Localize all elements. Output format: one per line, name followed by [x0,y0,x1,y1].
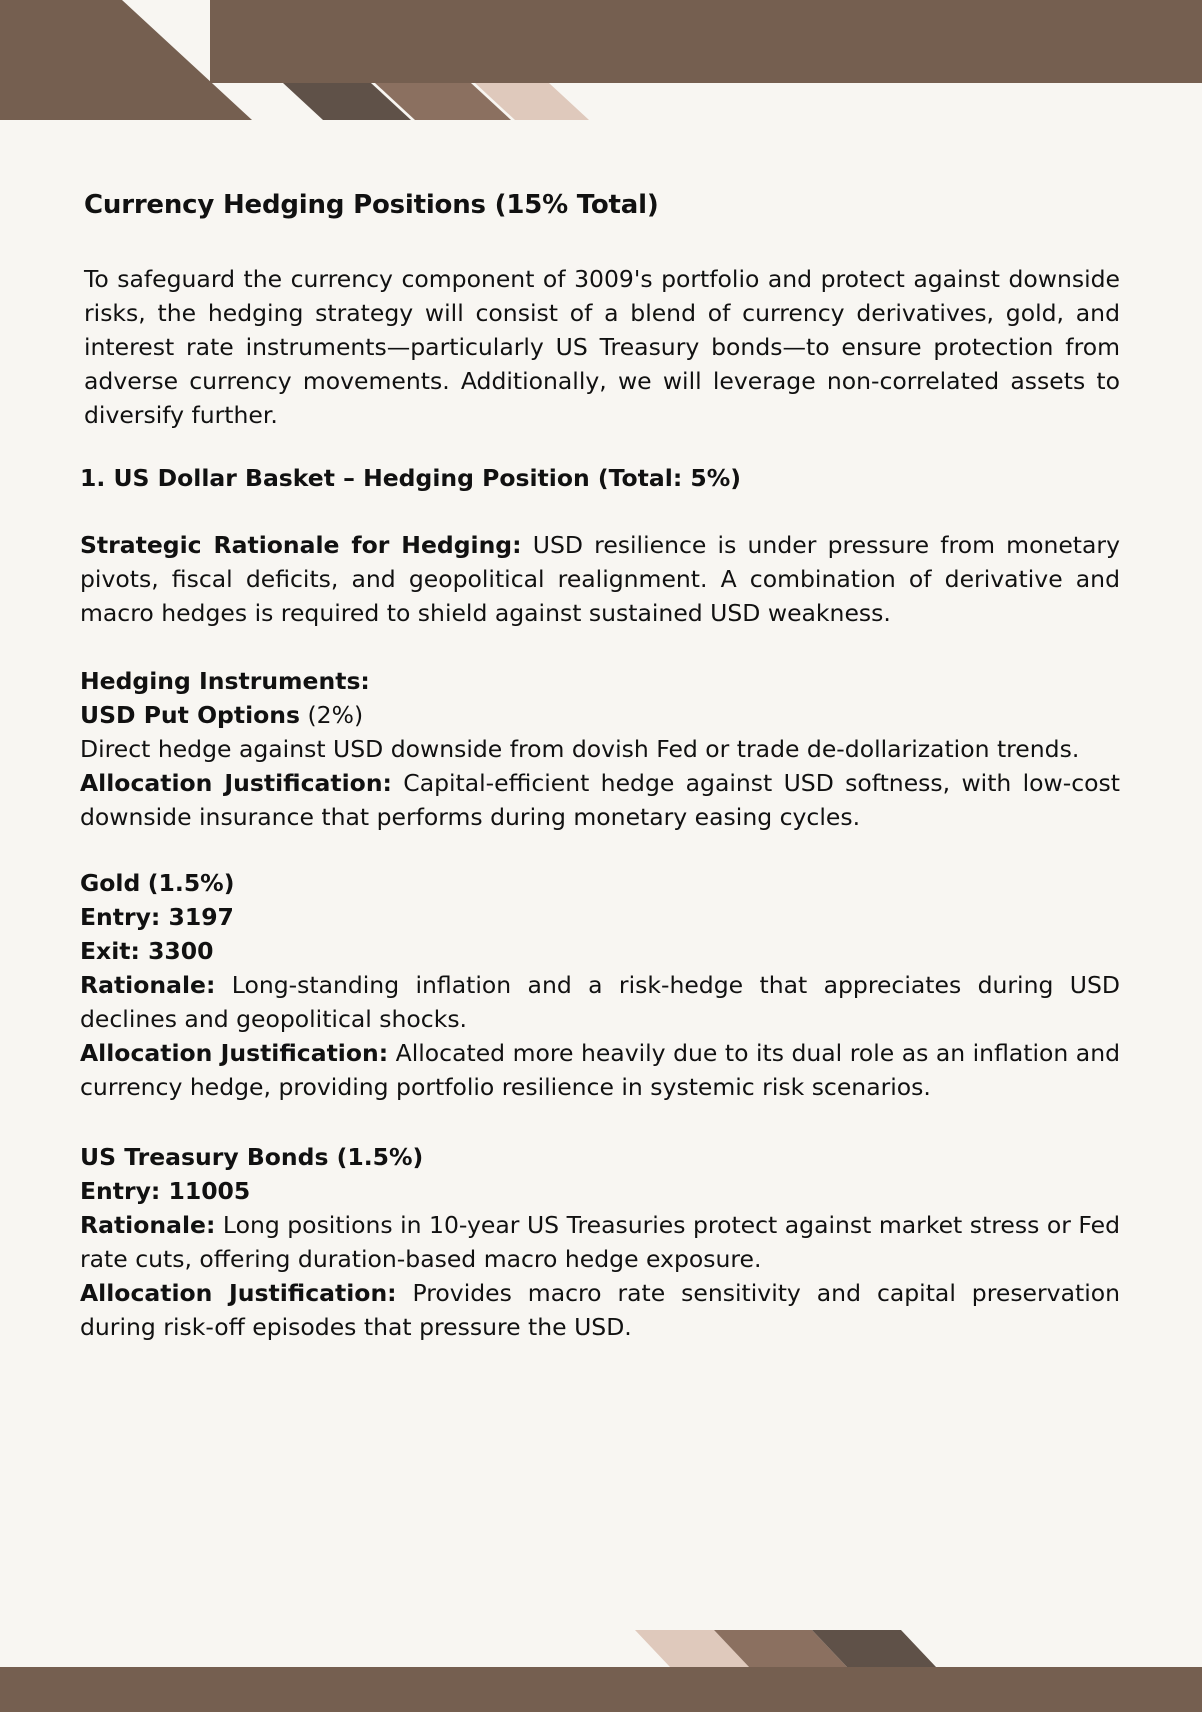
gold-entry: Entry: 3197 [80,903,234,931]
footer-decoration [0,1630,1202,1712]
strategic-rationale-label: Strategic Rationale for Hedging: [80,531,522,559]
gold-justification-label: Allocation Justification: [80,1039,389,1067]
put-options-title [80,698,1120,732]
put-options-justification [80,766,1120,834]
treasury-justification-text: Provides macro rate sensitivity and capital preservation during risk-off episodes that pressure the USD. [80,1279,1121,1341]
treasury-rationale [80,1208,1120,1276]
treasury-rationale-text: Long positions in 10-year US Treasuries protect against market stress or Fed rate cuts, offering duration-based macro hedge exposure. [80,1211,1120,1273]
put-options-description: Direct hedge against USD downside from dovish Fed or trade de-dollarization trends. [80,735,1080,763]
section1-heading: 1. US Dollar Basket – Hedging Position (Total: 5%) [80,464,742,492]
instruments-section [80,664,1120,834]
treasury-justification-label: Allocation Justification: [80,1279,397,1307]
header-band-right [210,0,1202,83]
footer-band [0,1667,1202,1712]
gold-title [80,866,1120,900]
instruments-heading: Hedging Instruments: [80,667,370,695]
put-options-justification-label: Allocation Justification: [80,769,392,797]
put-options-name: USD Put Options [80,701,301,729]
put-options-pct: (2%) [307,701,364,729]
gold-name: Gold [80,869,141,897]
gold-section [80,866,1120,1104]
treasury-rationale-label: Rationale: [80,1211,216,1239]
intro-paragraph: To safeguard the currency component of 3009's portfolio and protect against downside risks, the hedging strategy will consist of a blend of currency derivatives, gold, and interest rate instruments—particularly US Treasury bonds—to ensure protection from adverse currency movements. Additionally, we will leverage non-correlated assets to diversify further. [84,265,1120,429]
gold-pct: (1.5%) [147,869,235,897]
treasury-justification [80,1276,1120,1344]
treasury-section [80,1140,1120,1344]
gold-justification [80,1036,1120,1104]
treasury-title: US Treasury Bonds (1.5%) [80,1143,424,1171]
gold-justification-text: Allocated more heavily due to its dual role as an inflation and currency hedge, providing portfolio resilience in systemic risk scenarios. [80,1039,1121,1101]
strategic-rationale-paragraph [80,528,1120,630]
strategic-rationale-text: USD resilience is under pressure from monetary pivots, fiscal deficits, and geopolitical realignment. A combination of derivative and macro hedges is required to shield against sustained USD weakness. [80,531,1120,627]
gold-rationale-label: Rationale: [80,971,216,999]
gold-rationale [80,968,1120,1036]
gold-rationale-text: Long-standing inflation and a risk-hedge that appreciates during USD declines and geopolitical shocks. [80,971,1120,1033]
treasury-entry: Entry: 11005 [80,1177,251,1205]
header-decoration [0,0,1202,130]
put-options-justification-text: Capital-efficient hedge against USD softness, with low-cost downside insurance that performs during monetary easing cycles. [80,769,1120,831]
gold-exit: Exit: 3300 [80,937,214,965]
page-title: Currency Hedging Positions (15% Total) [84,190,659,220]
